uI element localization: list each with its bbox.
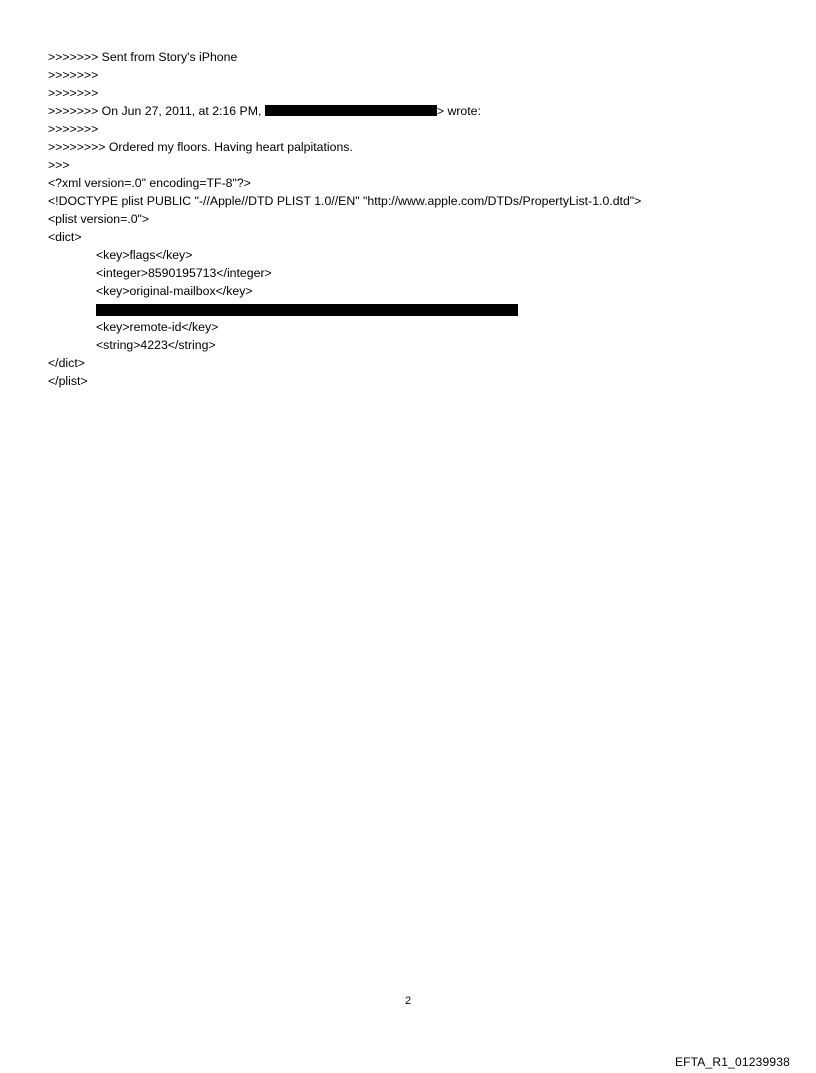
xml-line: <integer>8590195713</integer> [96, 266, 272, 280]
xml-line: <dict> [48, 230, 82, 244]
xml-line: </dict> [48, 356, 85, 370]
redaction-bar [265, 105, 437, 116]
redaction-bar [96, 304, 518, 316]
text-fragment: >>>>>>> On Jun 27, 2011, at 2:16 PM, [48, 104, 262, 118]
redacted-line [48, 300, 768, 318]
xml-line: <key>flags</key> [96, 248, 193, 262]
xml-line: <!DOCTYPE plist PUBLIC "-//Apple//DTD PLIST 1.0//EN" "http://www.apple.com/DTDs/PropertyList-1.0.dtd"> [48, 194, 642, 208]
xml-line: </plist> [48, 374, 88, 388]
xml-line: <key>original-mailbox</key> [96, 284, 253, 298]
text-line: >>>>>>> [48, 68, 99, 82]
xml-line: <key>remote-id</key> [96, 320, 219, 334]
text-fragment: > wrote: [436, 104, 481, 118]
email-header-line [48, 102, 768, 120]
document-body [48, 48, 768, 390]
text-line: >>>>>>> [48, 86, 99, 100]
xml-line: <?xml version=.0" encoding=TF-8"?> [48, 176, 251, 190]
xml-line: <plist version=.0"> [48, 212, 150, 226]
page-number: 2 [404, 995, 412, 1007]
text-line: >>>>>>> Sent from Story's iPhone [48, 50, 238, 64]
text-line: >>> [48, 158, 70, 172]
text-line: >>>>>>>> Ordered my floors. Having heart palpitations. [48, 140, 353, 154]
xml-line: <string>4223</string> [96, 338, 216, 352]
text-line: >>>>>>> [48, 122, 99, 136]
bates-number: EFTA_R1_01239938 [674, 1055, 790, 1069]
